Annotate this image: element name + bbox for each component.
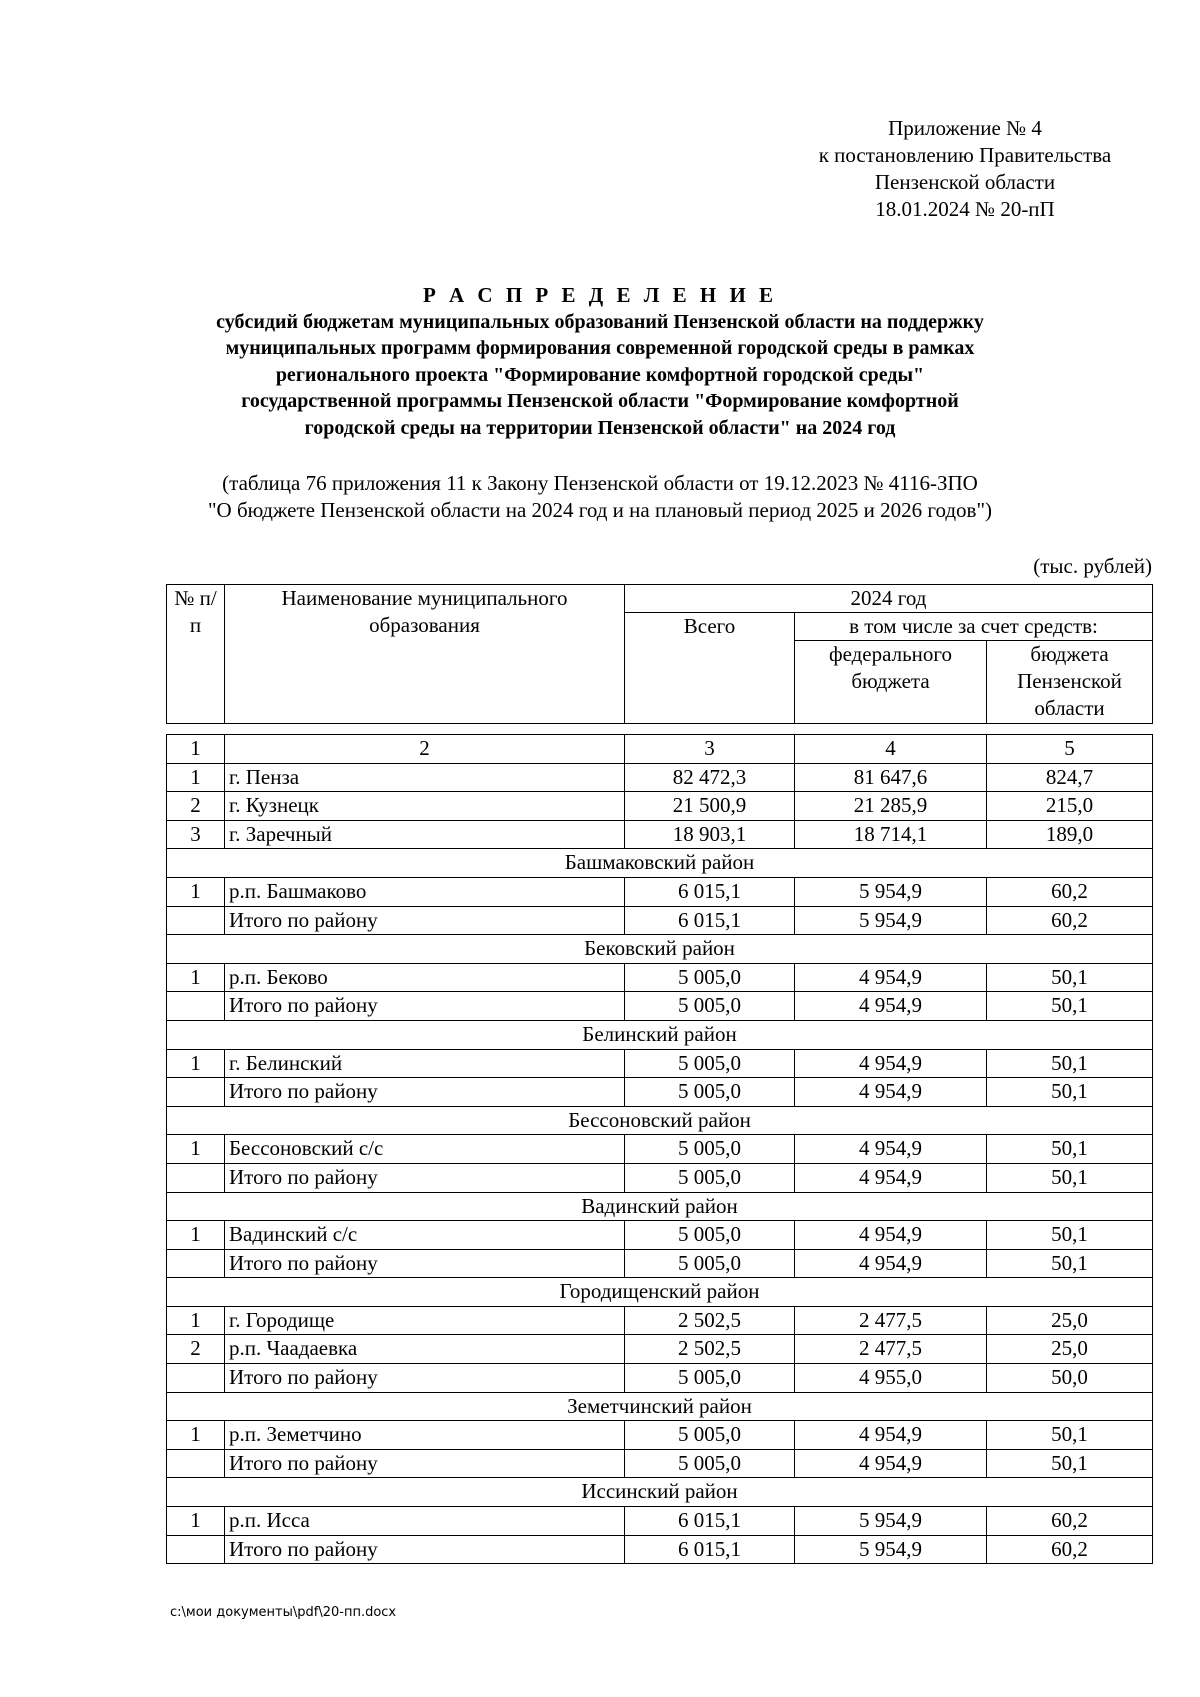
- table-row: [167, 963, 1153, 992]
- district-name: Иссинский район: [167, 1478, 1153, 1507]
- row-number: 1: [167, 1135, 225, 1164]
- municipality-name: р.п. Исса: [225, 1507, 625, 1536]
- total-amount: 5 005,0: [625, 1249, 795, 1278]
- regional-amount: 50,1: [987, 1078, 1153, 1107]
- header-total: Всего: [625, 613, 795, 724]
- total-amount: 18 903,1: [625, 820, 795, 849]
- total-amount: 5 005,0: [625, 1421, 795, 1450]
- row-number: 1: [167, 1507, 225, 1536]
- title-line: регионального проекта "Формирование комфортной городской среды": [275, 363, 925, 386]
- table-row: [167, 992, 1153, 1021]
- federal-amount: 4 954,9: [795, 1221, 987, 1250]
- district-name: Башмаковский район: [167, 849, 1153, 878]
- table-row: [167, 1249, 1153, 1278]
- district-row: [167, 935, 1153, 964]
- municipality-name: Вадинский с/с: [225, 1221, 625, 1250]
- table-row: [167, 1364, 1153, 1393]
- federal-amount: 4 954,9: [795, 1049, 987, 1078]
- table-row: [167, 1449, 1153, 1478]
- regional-amount: 824,7: [987, 763, 1153, 792]
- municipality-name: г. Заречный: [225, 820, 625, 849]
- regional-amount: 60,2: [987, 877, 1153, 906]
- municipality-name: Итого по району: [225, 1449, 625, 1478]
- row-number: 2: [167, 792, 225, 821]
- title-line: государственной программы Пензенской области "Формирование комфортной: [241, 390, 959, 412]
- regional-amount: 50,1: [987, 1421, 1153, 1450]
- row-number: 1: [167, 1221, 225, 1250]
- table-row: [167, 1221, 1153, 1250]
- regional-amount: 50,1: [987, 1449, 1153, 1478]
- district-name: Вадинский район: [167, 1192, 1153, 1221]
- row-number: 1: [167, 1306, 225, 1335]
- total-amount: 6 015,1: [625, 1535, 795, 1564]
- table-row: [167, 1535, 1153, 1564]
- total-amount: 5 005,0: [625, 963, 795, 992]
- column-number-row: [167, 735, 1153, 764]
- header-federal: федерального бюджета: [795, 641, 987, 724]
- row-number: 1: [167, 877, 225, 906]
- district-row: [167, 849, 1153, 878]
- total-amount: 5 005,0: [625, 1449, 795, 1478]
- table-row: [167, 820, 1153, 849]
- table-row: [167, 1078, 1153, 1107]
- units-label: (тыс. рублей): [1033, 554, 1152, 578]
- column-number: 3: [625, 735, 795, 764]
- total-amount: 6 015,1: [625, 877, 795, 906]
- total-amount: 5 005,0: [625, 1078, 795, 1107]
- appendix-line: к постановлению Правительства: [818, 143, 1112, 167]
- document-title: [170, 282, 1030, 441]
- municipality-name: р.п. Чаадаевка: [225, 1335, 625, 1364]
- table-row: [167, 1163, 1153, 1192]
- municipality-name: р.п. Башмаково: [225, 877, 625, 906]
- district-row: [167, 1020, 1153, 1049]
- municipality-name: Итого по району: [225, 1364, 625, 1393]
- municipality-name: Бессоновский с/с: [225, 1135, 625, 1164]
- municipality-name: р.п. Земетчино: [225, 1421, 625, 1450]
- district-name: Белинский район: [167, 1020, 1153, 1049]
- federal-amount: 4 954,9: [795, 1078, 987, 1107]
- regional-amount: 50,0: [987, 1364, 1153, 1393]
- municipality-name: Итого по району: [225, 992, 625, 1021]
- table-row: [167, 1507, 1153, 1536]
- table-row: [167, 763, 1153, 792]
- district-row: [167, 1192, 1153, 1221]
- regional-amount: 60,2: [987, 1535, 1153, 1564]
- regional-amount: 50,1: [987, 1221, 1153, 1250]
- appendix-line: Пензенской области: [874, 170, 1056, 194]
- table-row: [167, 1421, 1153, 1450]
- total-amount: 5 005,0: [625, 1364, 795, 1393]
- regional-amount: 50,1: [987, 1249, 1153, 1278]
- regional-amount: 60,2: [987, 1507, 1153, 1536]
- header-year: 2024 год: [625, 585, 1153, 613]
- table-row: [167, 1049, 1153, 1078]
- municipality-name: Итого по району: [225, 1078, 625, 1107]
- column-number: 4: [795, 735, 987, 764]
- federal-amount: 4 954,9: [795, 1421, 987, 1450]
- district-row: [167, 1278, 1153, 1307]
- municipality-name: Итого по району: [225, 1535, 625, 1564]
- federal-amount: 4 954,9: [795, 963, 987, 992]
- regional-amount: 25,0: [987, 1335, 1153, 1364]
- appendix-line: Приложение № 4: [888, 116, 1042, 140]
- total-amount: 5 005,0: [625, 1163, 795, 1192]
- municipality-name: г. Городище: [225, 1306, 625, 1335]
- municipality-name: р.п. Беково: [225, 963, 625, 992]
- federal-amount: 5 954,9: [795, 877, 987, 906]
- federal-amount: 2 477,5: [795, 1306, 987, 1335]
- total-amount: 2 502,5: [625, 1306, 795, 1335]
- column-number: 2: [225, 735, 625, 764]
- table-row: [167, 1306, 1153, 1335]
- row-number: [167, 1535, 225, 1564]
- distribution-table: [166, 734, 1153, 1564]
- file-path-footer: c:\мои документы\pdf\20-пп.docx: [170, 1605, 397, 1620]
- regional-amount: 50,1: [987, 1049, 1153, 1078]
- header-including: в том числе за счет средств:: [795, 613, 1153, 641]
- district-row: [167, 1392, 1153, 1421]
- table-row: [167, 906, 1153, 935]
- municipality-name: г. Пенза: [225, 763, 625, 792]
- regional-amount: 50,1: [987, 992, 1153, 1021]
- federal-amount: 5 954,9: [795, 906, 987, 935]
- municipality-name: Итого по району: [225, 1249, 625, 1278]
- federal-amount: 4 954,9: [795, 1163, 987, 1192]
- district-name: Городищенский район: [167, 1278, 1153, 1307]
- federal-amount: 2 477,5: [795, 1335, 987, 1364]
- district-name: Бессоновский район: [167, 1106, 1153, 1135]
- row-number: 1: [167, 763, 225, 792]
- row-number: [167, 1163, 225, 1192]
- regional-amount: 215,0: [987, 792, 1153, 821]
- row-number: 3: [167, 820, 225, 849]
- header-name: Наименование муниципального образования: [225, 585, 625, 724]
- header-num: № п/п: [167, 585, 225, 724]
- total-amount: 21 500,9: [625, 792, 795, 821]
- federal-amount: 5 954,9: [795, 1507, 987, 1536]
- federal-amount: 4 954,9: [795, 1249, 987, 1278]
- row-number: [167, 1449, 225, 1478]
- federal-amount: 4 954,9: [795, 992, 987, 1021]
- total-amount: 6 015,1: [625, 906, 795, 935]
- column-number: 5: [987, 735, 1153, 764]
- municipality-name: г. Белинский: [225, 1049, 625, 1078]
- total-amount: 5 005,0: [625, 1049, 795, 1078]
- district-row: [167, 1106, 1153, 1135]
- regional-amount: 189,0: [987, 820, 1153, 849]
- total-amount: 5 005,0: [625, 1135, 795, 1164]
- district-name: Бековский район: [167, 935, 1153, 964]
- regional-amount: 50,1: [987, 1163, 1153, 1192]
- regional-amount: 60,2: [987, 906, 1153, 935]
- table-row: [167, 792, 1153, 821]
- row-number: [167, 1249, 225, 1278]
- title-line: муниципальных программ формирования современной городской среды в рамках: [225, 337, 975, 359]
- regional-amount: 50,1: [987, 963, 1153, 992]
- district-row: [167, 1478, 1153, 1507]
- table-header: [166, 584, 1153, 724]
- row-number: [167, 1078, 225, 1107]
- federal-amount: 5 954,9: [795, 1535, 987, 1564]
- total-amount: 6 015,1: [625, 1507, 795, 1536]
- federal-amount: 18 714,1: [795, 820, 987, 849]
- total-amount: 5 005,0: [625, 1221, 795, 1250]
- total-amount: 82 472,3: [625, 763, 795, 792]
- source-reference: [160, 470, 1040, 524]
- row-number: 2: [167, 1335, 225, 1364]
- regional-amount: 50,1: [987, 1135, 1153, 1164]
- municipality-name: Итого по району: [225, 1163, 625, 1192]
- title-heading: Р А С П Р Е Д Е Л Е Н И Е: [422, 283, 778, 307]
- federal-amount: 4 954,9: [795, 1135, 987, 1164]
- source-line: (таблица 76 приложения 11 к Закону Пензенской области от 19.12.2023 № 4116-ЗПО: [222, 471, 978, 495]
- district-name: Земетчинский район: [167, 1392, 1153, 1421]
- federal-amount: 4 954,9: [795, 1449, 987, 1478]
- municipality-name: г. Кузнецк: [225, 792, 625, 821]
- appendix-block: [780, 115, 1150, 223]
- total-amount: 2 502,5: [625, 1335, 795, 1364]
- row-number: [167, 992, 225, 1021]
- table-row: [167, 877, 1153, 906]
- row-number: [167, 1364, 225, 1393]
- row-number: [167, 906, 225, 935]
- row-number: 1: [167, 1421, 225, 1450]
- source-line: "О бюджете Пензенской области на 2024 год и на плановый период 2025 и 2026 годов"): [207, 498, 993, 522]
- row-number: 1: [167, 963, 225, 992]
- row-number: 1: [167, 1049, 225, 1078]
- total-amount: 5 005,0: [625, 992, 795, 1021]
- header-regional: бюджета Пензенской области: [987, 641, 1153, 724]
- column-number: 1: [167, 735, 225, 764]
- title-line: субсидий бюджетам муниципальных образований Пензенской области на поддержку: [216, 310, 984, 333]
- federal-amount: 81 647,6: [795, 763, 987, 792]
- table-row: [167, 1135, 1153, 1164]
- title-line: городской среды на территории Пензенской области" на 2024 год: [304, 416, 896, 439]
- table-row: [167, 1335, 1153, 1364]
- federal-amount: 4 955,0: [795, 1364, 987, 1393]
- regional-amount: 25,0: [987, 1306, 1153, 1335]
- municipality-name: Итого по району: [225, 906, 625, 935]
- appendix-date: 18.01.2024 № 20-пП: [875, 197, 1055, 221]
- federal-amount: 21 285,9: [795, 792, 987, 821]
